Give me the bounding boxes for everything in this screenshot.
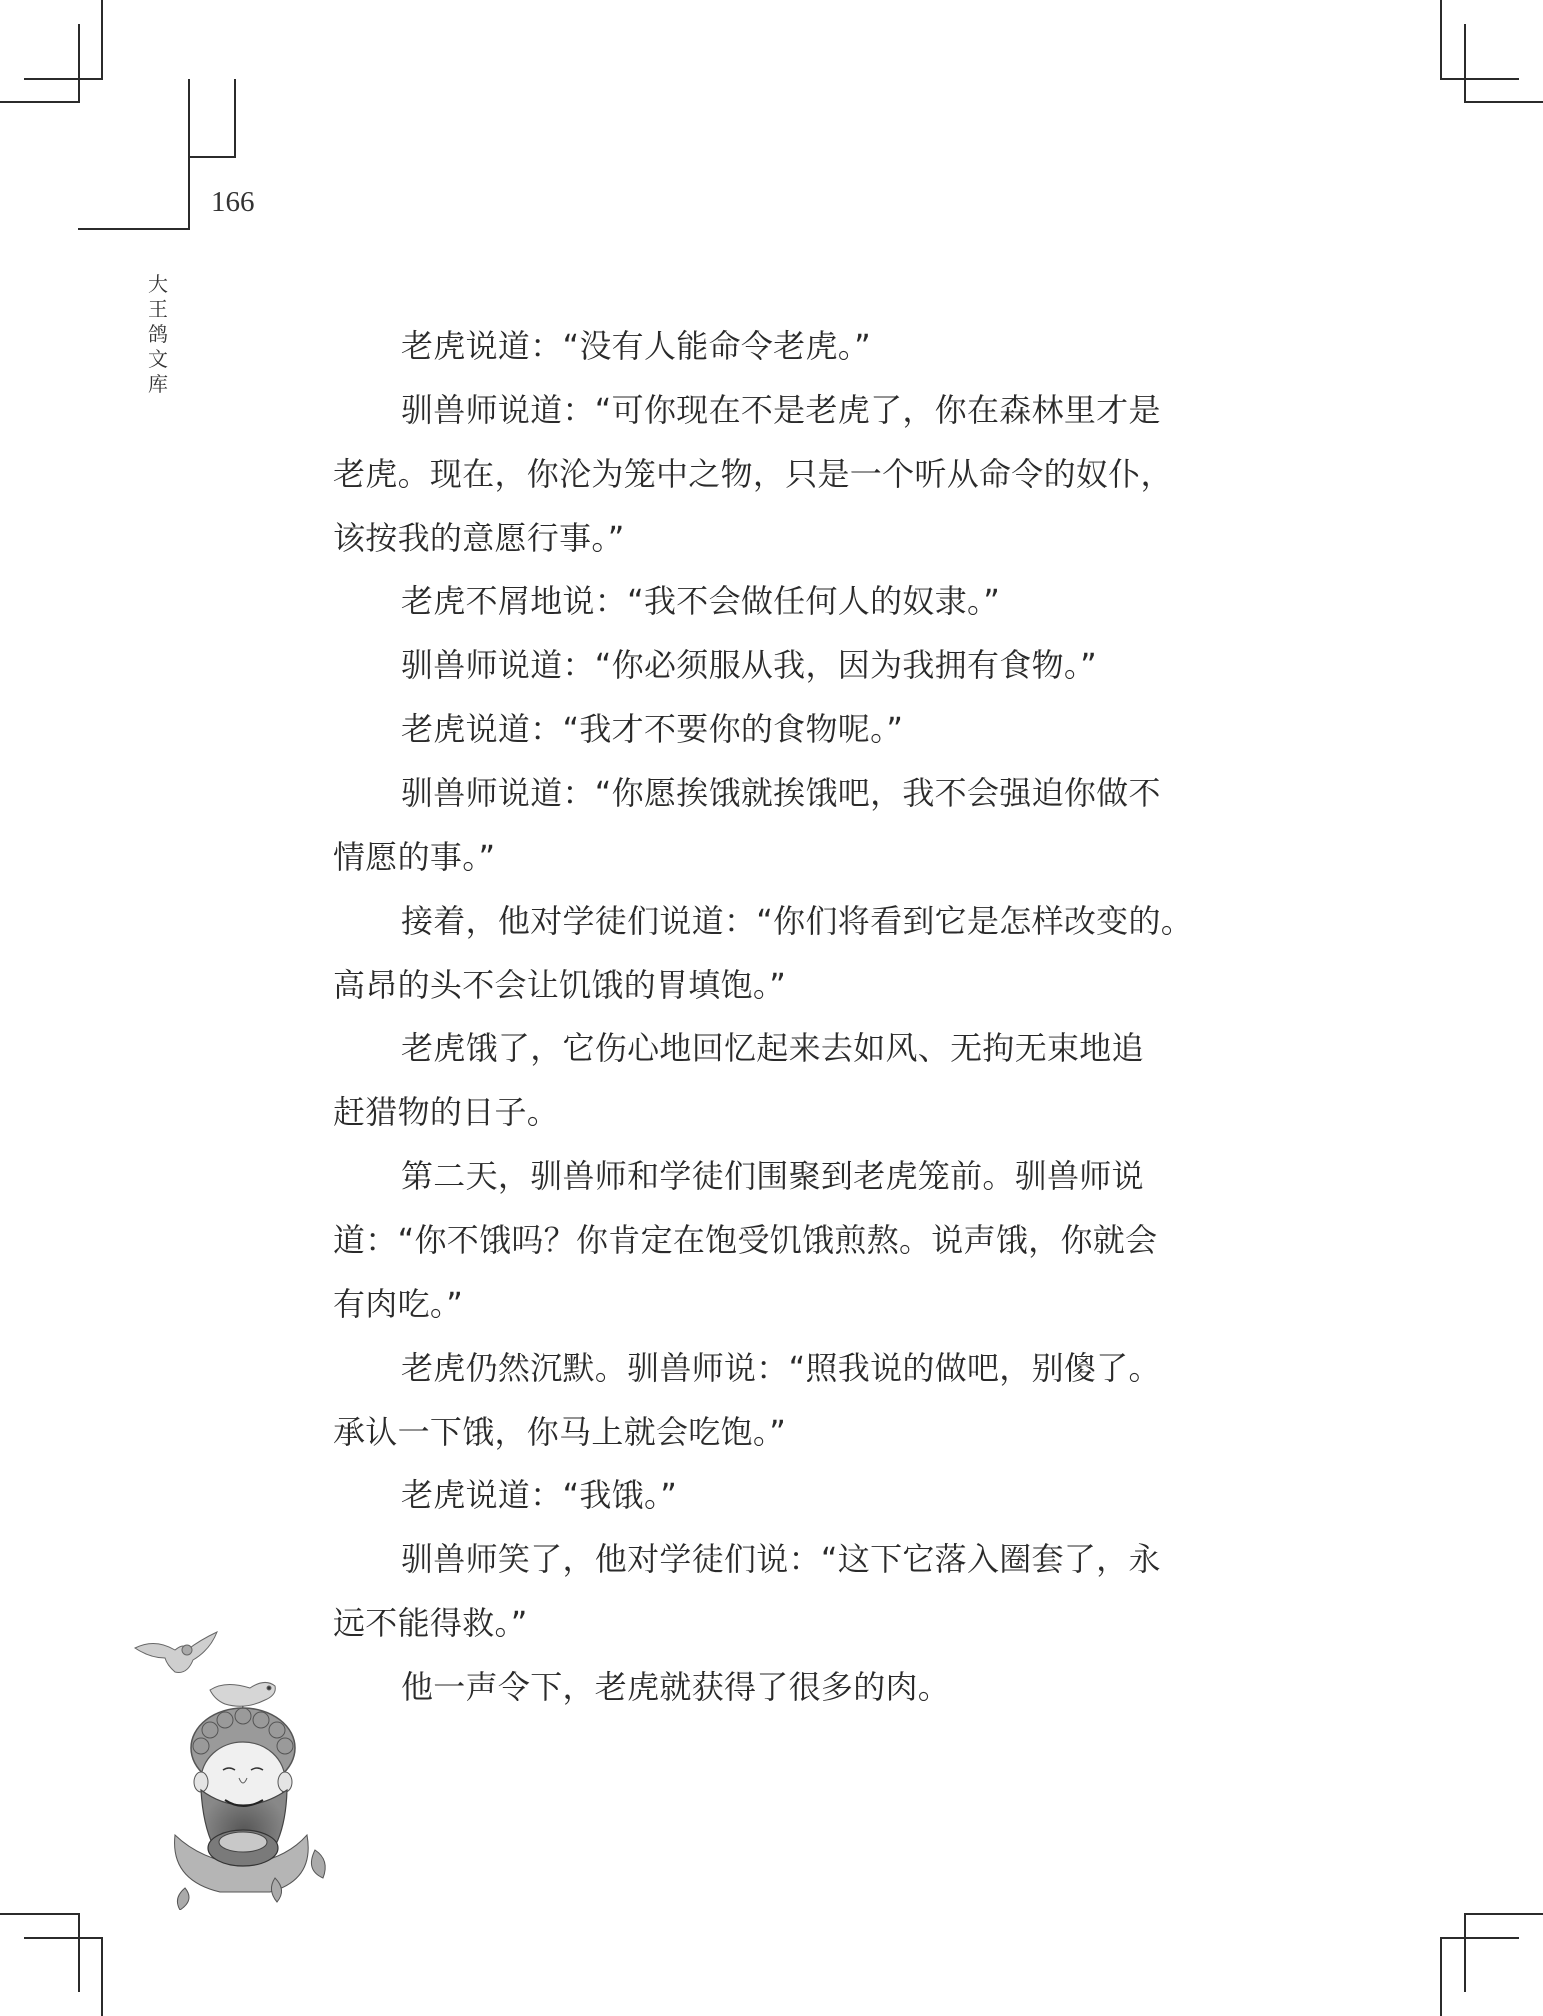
- series-title-char: 鸽: [148, 322, 168, 346]
- crop-mark: [1464, 24, 1466, 103]
- text-line: 情愿的事。”: [333, 837, 496, 876]
- text-line: 老虎。现在，你沦为笼中之物，只是一个听从命令的奴仆，: [333, 454, 1173, 493]
- series-title-char: 库: [148, 372, 168, 396]
- trim-mark: [188, 156, 236, 158]
- crop-mark: [101, 1937, 103, 2016]
- crop-mark: [1440, 1937, 1519, 1939]
- series-title-char: 王: [148, 297, 168, 321]
- crop-mark: [1440, 0, 1442, 79]
- text-line: 道：“你不饿吗？你肯定在饱受饥饿煎熬。说声饿，你就会: [333, 1221, 1158, 1260]
- crop-mark: [0, 101, 80, 103]
- crop-mark: [1440, 78, 1519, 80]
- text-line: 高昂的头不会让饥饿的胃填饱。”: [333, 965, 787, 1004]
- text-line: 该按我的意愿行事。”: [333, 518, 625, 557]
- series-title-char: 文: [148, 347, 168, 371]
- page-number: 166: [211, 186, 255, 218]
- text-line: 他一声令下，老虎就获得了很多的肉。: [401, 1668, 951, 1707]
- body-text: [333, 315, 1193, 1720]
- series-title: [146, 272, 170, 397]
- crop-mark: [101, 0, 103, 79]
- text-line: 老虎不屑地说：“我不会做任何人的奴隶。”: [401, 582, 1001, 621]
- crop-mark: [1464, 101, 1543, 103]
- illustration-bearded-man-with-birds: [125, 1620, 345, 1910]
- trim-mark: [234, 79, 236, 158]
- crop-mark: [1464, 1913, 1543, 1915]
- crop-mark: [78, 24, 80, 103]
- text-line: 老虎仍然沉默。驯兽师说：“照我说的做吧，别傻了。: [401, 1348, 1161, 1387]
- trim-mark: [78, 228, 190, 230]
- text-line: 老虎说道：“没有人能命令老虎。”: [401, 327, 871, 365]
- crop-mark: [0, 1913, 79, 1915]
- flying-bird-icon: [135, 1632, 217, 1673]
- crop-mark: [78, 1913, 80, 1992]
- text-line: 承认一下饿，你马上就会吃饱。”: [333, 1412, 787, 1451]
- text-line: 第二天，驯兽师和学徒们围聚到老虎笼前。驯兽师说: [401, 1157, 1144, 1196]
- text-line: 驯兽师说道：“你愿挨饿就挨饿吧，我不会强迫你做不: [401, 774, 1161, 813]
- text-line: 接着，他对学徒们说道：“你们将看到它是怎样改变的。: [401, 901, 1194, 940]
- text-line: 远不能得救。”: [333, 1604, 528, 1643]
- trim-mark: [188, 79, 190, 230]
- text-line: 赶猎物的日子。: [333, 1093, 560, 1132]
- crop-mark: [1440, 1937, 1442, 2016]
- crop-mark: [24, 1937, 103, 1939]
- text-line: 驯兽师说道：“可你现在不是老虎了，你在森林里才是: [401, 390, 1161, 429]
- text-line: 老虎说道：“我饿。”: [401, 1476, 678, 1515]
- text-line: 驯兽师说道：“你必须服从我，因为我拥有食物。”: [401, 646, 1098, 685]
- text-line: 驯兽师笑了，他对学徒们说：“这下它落入圈套了，永: [401, 1540, 1161, 1579]
- text-line: 有肉吃。”: [333, 1284, 464, 1323]
- text-line: 老虎饿了，它伤心地回忆起来去如风、无拘无束地追: [401, 1029, 1144, 1068]
- crop-mark: [1464, 1913, 1466, 1992]
- text-line: 老虎说道：“我才不要你的食物呢。”: [401, 710, 904, 749]
- series-title-char: 大: [148, 272, 168, 296]
- crop-mark: [24, 78, 103, 80]
